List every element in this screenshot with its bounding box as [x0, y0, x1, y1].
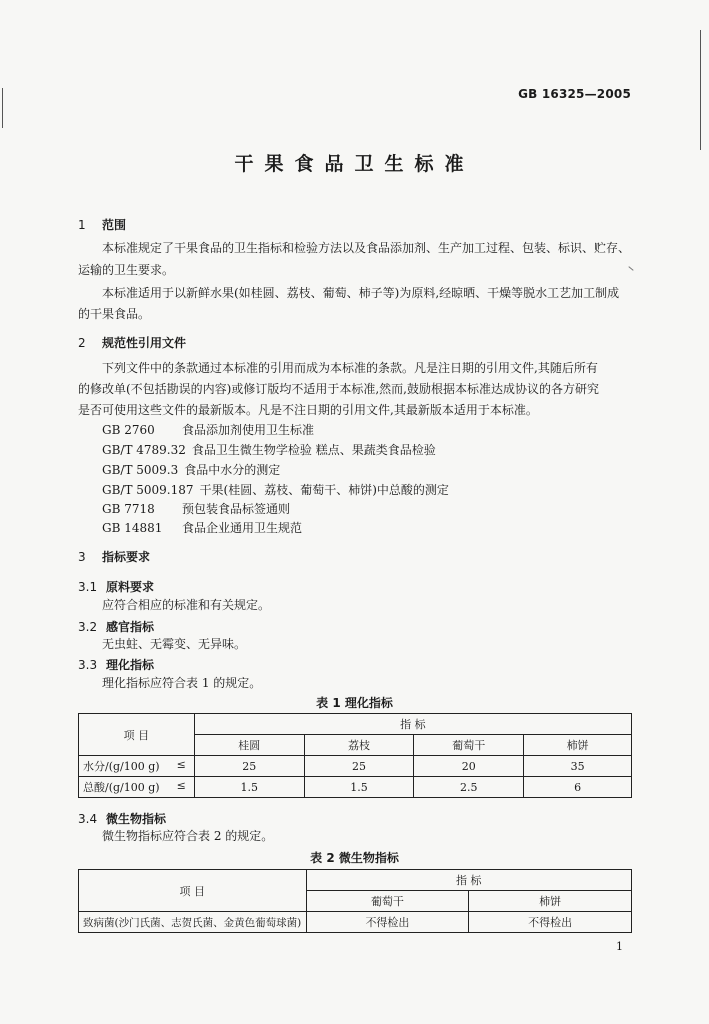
reference-item [102, 519, 302, 536]
subsection-number: 3.1 [78, 580, 98, 594]
table-row [79, 777, 632, 798]
table-cell: 25 [194, 756, 304, 777]
reference-name: 食品企业通用卫生规范 [182, 521, 303, 535]
paragraph-line: 运输的卫生要求。 [78, 263, 175, 277]
subsection-title: 原料要求 [106, 580, 155, 594]
subsection-3-2-heading [78, 618, 154, 635]
reference-name: 食品添加剂使用卫生标准 [182, 423, 315, 437]
table-column-header: 柿饼 [469, 891, 632, 912]
paragraph-line: 是否可使用这些文件的最新版本。凡是不注日期的引用文件,其最新版本适用于本标准。 [78, 403, 538, 417]
table-column-header: 桂圆 [194, 735, 304, 756]
paragraph-line: 无虫蛀、无霉变、无异味。 [102, 637, 247, 651]
paragraph-line: 的修改单(不包括勘误的内容)或修订版均不适用于本标准,然而,鼓励根据本标准达成协议的各方研究 [78, 382, 599, 396]
reference-item [102, 421, 314, 438]
section-number: 2 [78, 336, 86, 350]
table-cell: 35 [524, 756, 632, 777]
reference-name: 预包装食品标签通则 [182, 502, 291, 516]
section-title: 规范性引用文件 [102, 336, 187, 350]
table-column-header: 葡萄干 [414, 735, 524, 756]
scan-edge-right [700, 30, 701, 150]
row-label-cell: 致病菌(沙门氏菌、志贺氏菌、金黄色葡萄球菌) [79, 912, 307, 933]
table-1-caption: 表 1 理化指标 [316, 696, 393, 710]
section-3-heading [78, 548, 150, 565]
section-number: 1 [78, 218, 86, 232]
table-2 [78, 869, 632, 933]
reference-item [102, 500, 290, 517]
standard-code: GB 16325—2005 [518, 87, 631, 101]
table-header-index: 指 标 [194, 714, 631, 735]
row-label-cell [79, 756, 195, 777]
subsection-3-4-heading [78, 810, 166, 827]
paragraph-line: 的干果食品。 [78, 307, 151, 321]
subsection-number: 3.4 [78, 812, 98, 826]
reference-item [102, 441, 436, 458]
table-2-caption: 表 2 微生物指标 [310, 851, 399, 865]
paragraph-line: 下列文件中的条款通过本标准的引用而成为本标准的条款。凡是注日期的引用文件,其随后所有 [102, 361, 598, 375]
table-cell: 不得检出 [469, 912, 632, 933]
scan-edge-left [2, 88, 3, 128]
reference-code: GB/T 4789.32 [102, 443, 186, 457]
table-cell: 2.5 [414, 777, 524, 798]
reference-code: GB/T 5009.187 [102, 483, 194, 497]
table-cell: 1.5 [194, 777, 304, 798]
subsection-title: 感官指标 [106, 620, 155, 634]
row-label: 水分/(g/100 g) [83, 760, 160, 773]
table-row [79, 912, 632, 933]
paragraph-line: 本标准规定了干果食品的卫生指标和检验方法以及食品添加剂、生产加工过程、包装、标识、贮存、 [102, 241, 631, 255]
table-1 [78, 713, 632, 798]
table-cell: 不得检出 [306, 912, 469, 933]
table-cell: 6 [524, 777, 632, 798]
reference-name: 食品卫生微生物学检验 糕点、果蔬类食品检验 [191, 443, 436, 457]
subsection-3-3-heading [78, 656, 154, 673]
row-operator: ≤ [176, 758, 186, 771]
table-cell: 25 [304, 756, 414, 777]
document-title: 干果食品卫生标准 [234, 153, 475, 175]
table-header-index: 指 标 [306, 870, 631, 891]
paragraph-line: 微生物指标应符合表 2 的规定。 [102, 829, 274, 843]
table-row [79, 756, 632, 777]
section-number: 3 [78, 550, 86, 564]
row-label-cell [79, 777, 195, 798]
table-cell: 20 [414, 756, 524, 777]
subsection-3-1-heading [78, 578, 154, 595]
table-column-header: 荔枝 [304, 735, 414, 756]
subsection-number: 3.3 [78, 658, 98, 672]
reference-name: 食品中水分的测定 [184, 463, 281, 477]
section-1-heading [78, 216, 126, 233]
row-label: 总酸/(g/100 g) [83, 781, 160, 794]
section-2-heading [78, 334, 186, 351]
subsection-number: 3.2 [78, 620, 98, 634]
table-header-item: 项 目 [79, 714, 195, 756]
table-header-item: 项 目 [79, 870, 307, 912]
table-column-header: 葡萄干 [306, 891, 469, 912]
row-operator: ≤ [176, 779, 186, 792]
reference-code: GB 7718 [102, 502, 155, 516]
paragraph-line: 理化指标应符合表 1 的规定。 [102, 676, 262, 690]
table-column-header: 柿饼 [524, 735, 632, 756]
subsection-title: 理化指标 [106, 658, 155, 672]
reference-code: GB 14881 [102, 521, 163, 535]
scan-mark [628, 266, 633, 271]
section-title: 范围 [102, 218, 127, 232]
reference-item [102, 481, 449, 498]
section-title: 指标要求 [102, 550, 151, 564]
subsection-title: 微生物指标 [106, 812, 167, 826]
reference-name: 干果(桂圆、荔枝、葡萄干、柿饼)中总酸的测定 [199, 483, 449, 497]
paragraph-line: 本标准适用于以新鲜水果(如桂圆、荔枝、葡萄、柿子等)为原料,经晾晒、干燥等脱水工艺加工制成 [102, 286, 620, 300]
table-cell: 1.5 [304, 777, 414, 798]
reference-code: GB 2760 [102, 423, 155, 437]
paragraph-line: 应符合相应的标准和有关规定。 [102, 598, 271, 612]
page-number: 1 [616, 940, 623, 953]
reference-code: GB/T 5009.3 [102, 463, 179, 477]
reference-item [102, 461, 280, 478]
